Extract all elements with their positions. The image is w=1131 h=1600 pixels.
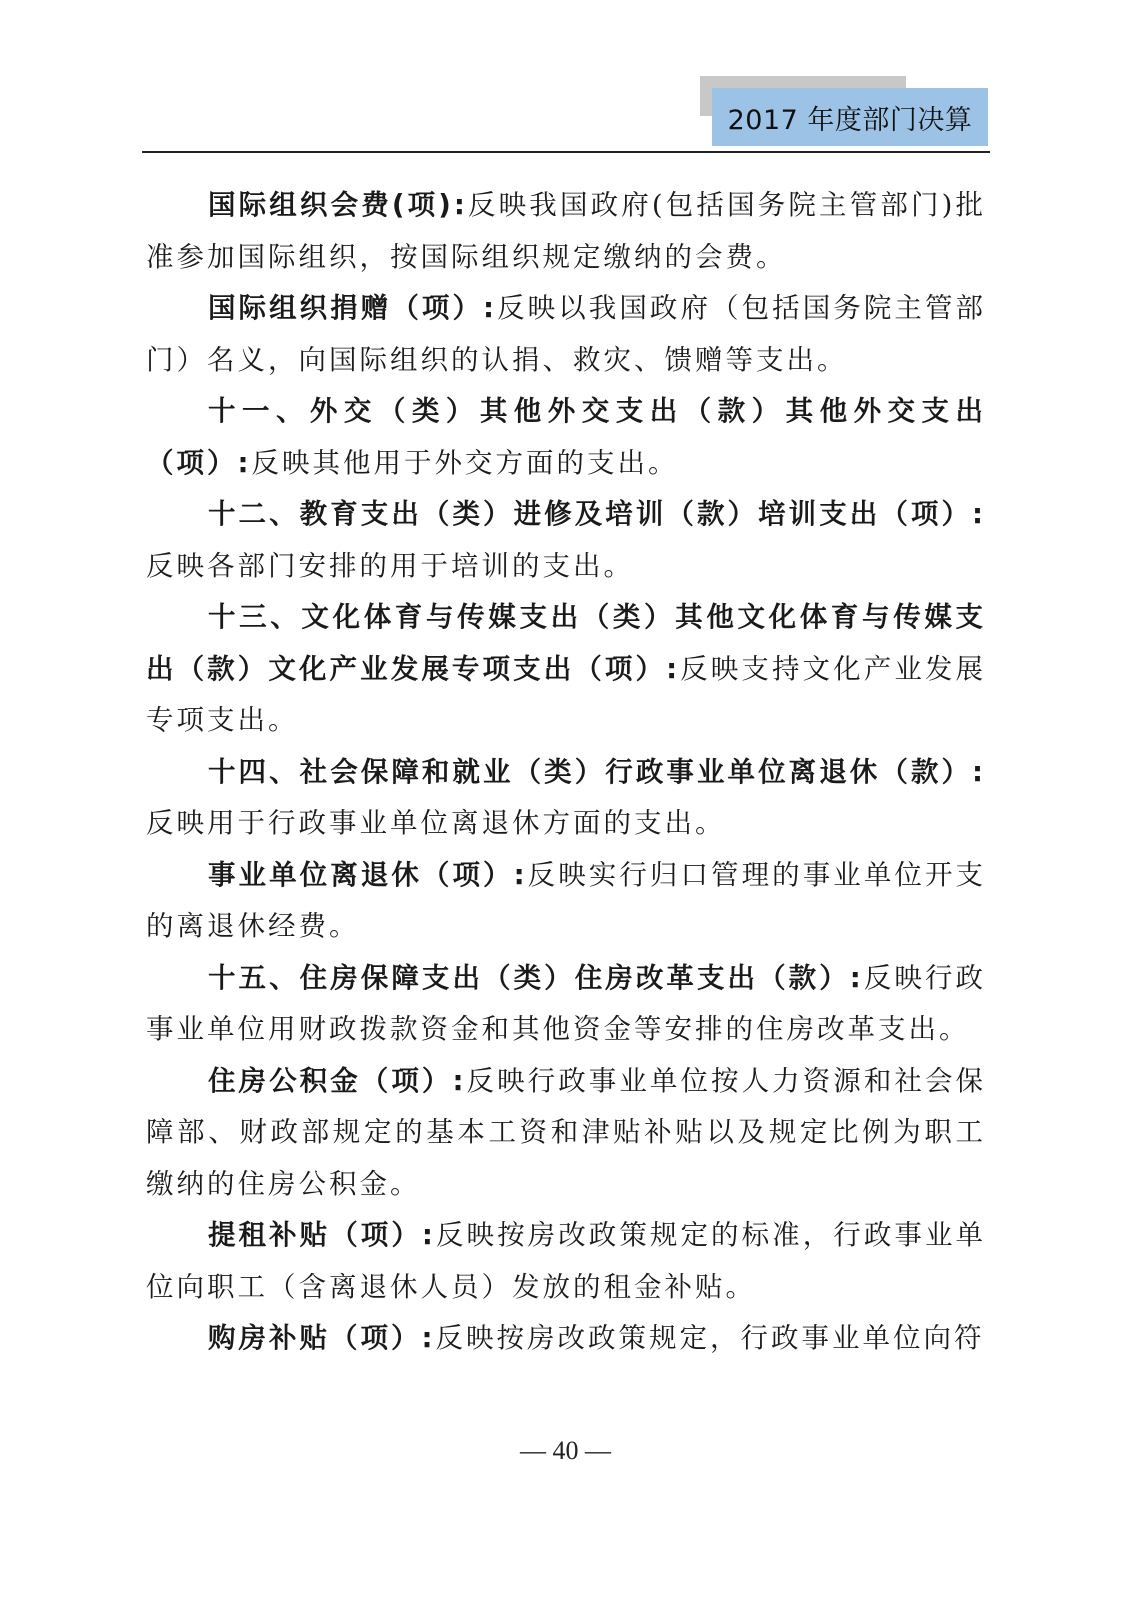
- paragraph-heading: 提租补贴（项）:: [208, 1219, 436, 1251]
- paragraph-section-13: [146, 592, 986, 747]
- paragraph-text: 反映我国政府(包括国务院主管部门)批准参加国际组织，按国际组织规定缴纳的会费。: [146, 189, 986, 273]
- paragraph-text: 反映用于行政事业单位离退休方面的支出。: [146, 807, 726, 839]
- paragraph-institution-retirement: [146, 850, 986, 953]
- paragraph-heading: 国际组织捐赠（项）:: [208, 292, 498, 324]
- paragraph-section-14: [146, 747, 986, 850]
- paragraph-text: 反映其他用于外交方面的支出。: [251, 446, 679, 479]
- paragraph-text: 反映实行归口管理的事业单位开支的离退休经费。: [146, 858, 987, 942]
- paragraph-text: 反映按房改政策规定，行政事业单位向符: [435, 1322, 985, 1354]
- paragraph-heading: 十一、外交（类）其他外交支出（款）其他外交支出（项）:: [146, 395, 986, 479]
- page-number: — 40 —: [520, 1436, 611, 1465]
- paragraph-purchase-subsidy: [146, 1313, 986, 1365]
- paragraph-rent-subsidy: [146, 1210, 986, 1313]
- paragraph-text: 反映按房改政策规定的标准，行政事业单位向职工（含离退休人员）发放的租金补贴。: [146, 1219, 987, 1303]
- paragraph-heading: 住房公积金（项）:: [208, 1064, 467, 1097]
- paragraph-intl-org-fees: [146, 180, 986, 283]
- paragraph-heading: 十五、住房保障支出（类）住房改革支出（款）:: [208, 961, 864, 994]
- paragraph-heading: 十三、文化体育与传媒支出（类）其他文化体育与传媒支出（款）文化产业发展专项支出（项）:: [146, 601, 986, 685]
- paragraph-text: 反映行政事业单位按人力资源和社会保障部、财政部规定的基本工资和津贴补贴以及规定比例为职工缴纳的住房公积金。: [146, 1064, 987, 1200]
- header-divider: [142, 151, 990, 153]
- document-title: 2017 年度部门决算: [727, 104, 973, 136]
- paragraph-heading: 十四、社会保障和就业（类）行政事业单位离退休（款）:: [208, 755, 986, 788]
- paragraph-text: 反映各部门安排的用于培训的支出。: [146, 549, 634, 582]
- paragraph-housing-fund: [146, 1056, 986, 1211]
- paragraph-text: 反映支持文化产业发展专项支出。: [146, 652, 987, 736]
- document-body: [146, 180, 986, 1365]
- paragraph-section-11: [146, 386, 986, 489]
- paragraph-text: 反映以我国政府（包括国务院主管部门）名义，向国际组织的认捐、救灾、馈赠等支出。: [146, 292, 987, 376]
- paragraph-section-12: [146, 489, 986, 592]
- paragraph-heading: 事业单位离退休（项）:: [208, 858, 528, 891]
- paragraph-section-15: [146, 953, 986, 1056]
- paragraph-heading: 购房补贴（项）:: [208, 1322, 436, 1354]
- paragraph-text: 反映行政事业单位用财政拨款资金和其他资金等安排的住房改革支出。: [146, 961, 987, 1045]
- paragraph-heading: 十二、教育支出（类）进修及培训（款）培训支出（项）:: [208, 498, 986, 530]
- paragraph-intl-org-donations: [146, 283, 986, 386]
- paragraph-heading: 国际组织会费(项):: [208, 189, 468, 221]
- header-tab: [712, 88, 988, 146]
